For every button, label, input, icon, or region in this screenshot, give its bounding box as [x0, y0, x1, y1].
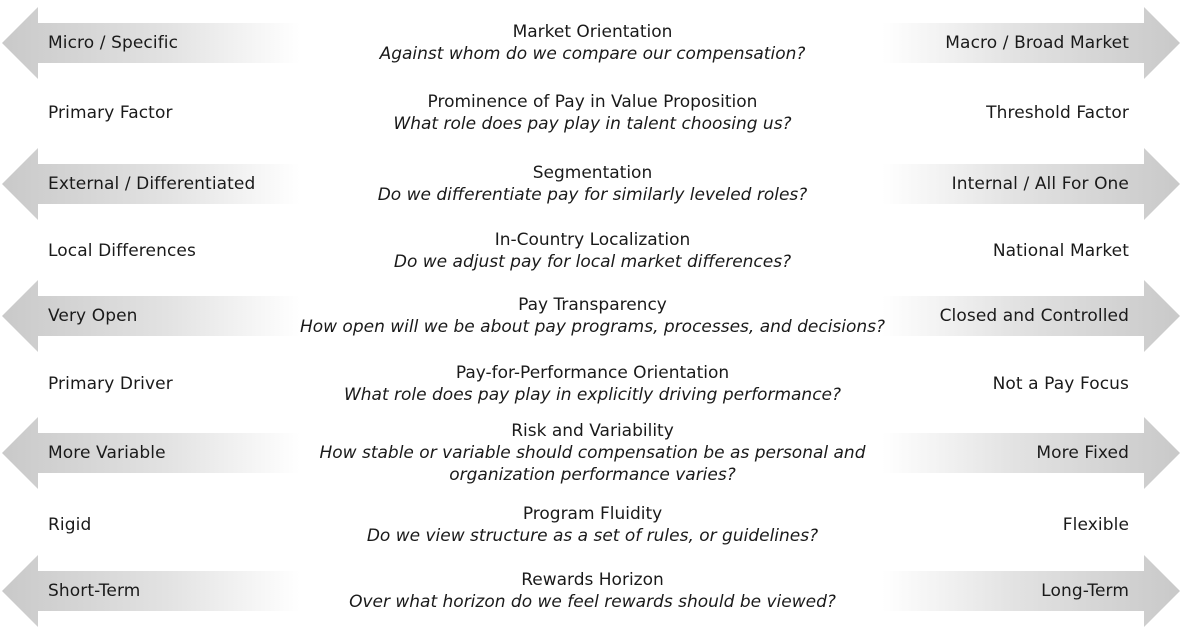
dimension-text: [290, 162, 895, 206]
right-pole-label: Closed and Controlled: [939, 306, 1129, 326]
left-pole-label: Primary Factor: [48, 103, 173, 123]
right-pole-label: Not a Pay Focus: [992, 374, 1129, 394]
left-arrow-shape: [0, 555, 300, 627]
dimension-question: Do we differentiate pay for similarly leveled roles?: [377, 185, 808, 205]
spectrum-row-in-country-localization: [0, 222, 1182, 280]
spectrum-row-program-fluidity: [0, 496, 1182, 554]
dimension-question: What role does pay play in talent choosing us?: [393, 114, 792, 134]
right-pole-label: More Fixed: [1036, 443, 1129, 463]
left-pole-label: More Variable: [48, 443, 166, 463]
dimension-text: [290, 229, 895, 273]
spectrum-row-prominence-of-pay: [0, 84, 1182, 142]
spectrum-row-pay-for-performance: [0, 355, 1182, 413]
right-pole-label: National Market: [992, 241, 1129, 261]
dimension-question: Do we view structure as a set of rules, or guidelines?: [366, 526, 819, 546]
dimension-title: Risk and Variability: [511, 421, 674, 441]
left-arrow-shape: [0, 280, 300, 352]
right-arrow-shape: [882, 555, 1182, 627]
dimension-title: Rewards Horizon: [521, 570, 664, 590]
dimension-text: [290, 294, 895, 338]
right-pole-label: Macro / Broad Market: [945, 33, 1129, 53]
right-pole-label: Flexible: [1062, 515, 1129, 535]
right-pole-label: Long-Term: [1041, 581, 1129, 601]
dimension-question: Over what horizon do we feel rewards should be viewed?: [349, 592, 836, 612]
left-pole-label: Short-Term: [48, 581, 141, 601]
left-pole-label: Primary Driver: [48, 374, 173, 394]
right-arrow-shape: [882, 417, 1182, 489]
dimension-text: [290, 569, 895, 613]
dimension-title: Pay-for-Performance Orientation: [455, 363, 730, 383]
dimension-question: Do we adjust pay for local market differences?: [393, 252, 792, 272]
dimension-question: What role does pay play in explicitly driving performance?: [343, 385, 842, 405]
dimension-text: [290, 503, 895, 547]
spectrum-row-rewards-horizon: [0, 555, 1182, 627]
dimension-text: [290, 420, 895, 486]
right-pole-label: Internal / All For One: [951, 174, 1129, 194]
dimension-question: How stable or variable should compensation be as personal and organization performance varies?: [319, 443, 866, 485]
left-pole-label: Very Open: [48, 306, 138, 326]
dimension-title: Prominence of Pay in Value Proposition: [427, 92, 758, 112]
dimension-title: In-Country Localization: [494, 230, 691, 250]
dimension-question: Against whom do we compare our compensation?: [379, 44, 806, 64]
left-pole-label: External / Differentiated: [48, 174, 256, 194]
dimension-title: Market Orientation: [512, 22, 673, 42]
spectrum-row-segmentation: [0, 148, 1182, 220]
dimension-text: [290, 91, 895, 135]
dimension-title: Pay Transparency: [518, 295, 667, 315]
dimension-title: Segmentation: [532, 163, 653, 183]
dimension-title: Program Fluidity: [522, 504, 663, 524]
left-pole-label: Local Differences: [48, 241, 196, 261]
left-pole-label: Micro / Specific: [48, 33, 179, 53]
spectrum-row-market-orientation: [0, 7, 1182, 79]
dimension-question: How open will we be about pay programs, processes, and decisions?: [299, 317, 886, 337]
right-pole-label: Threshold Factor: [986, 103, 1129, 123]
dimension-text: [290, 362, 895, 406]
left-pole-label: Rigid: [48, 515, 92, 535]
spectrum-row-risk-and-variability: [0, 417, 1182, 489]
spectrum-row-pay-transparency: [0, 280, 1182, 352]
dimension-text: [290, 21, 895, 65]
